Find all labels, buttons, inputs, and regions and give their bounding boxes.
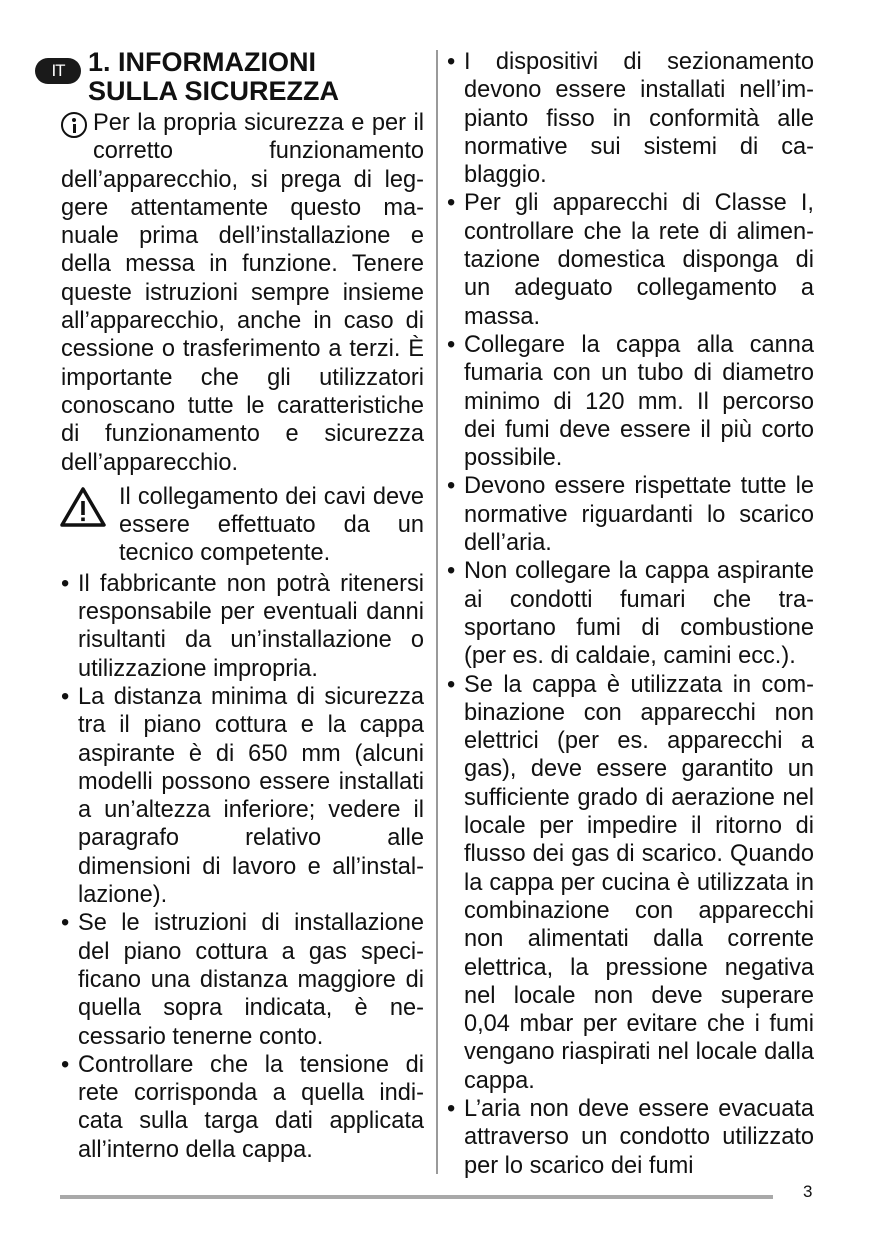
right-column (447, 48, 814, 1180)
list-item: • La distanza minima di sicurezza tra il piano cottura e la cappa aspirante è di 650 mm (alcuni modelli possono essere installati a un’altezza inferiore; vedere il paragrafo relativo alle dimensioni di lavoro e all’installazione). (61, 683, 424, 909)
heading-line-1: 1. INFORMAZIONI (88, 47, 316, 77)
list-item: • Se le istruzioni di installazione del piano cottura a gas specificano una distanza maggiore di quella sopra indicata, è necessario tenerne conto. (61, 909, 424, 1050)
intro-text: Per la propria sicurezza e per il corretto funzionamento dell’apparecchio, si prega di leggere attentamente questo manuale prima dell’installazione e della messa in funzione. Tenere queste istruzioni sempre insieme all’apparecchio, anche in caso di cessione o trasferimento a terzi. È importante che gli utilizzatori conoscano tutte le caratteristiche di funzionamento e sicurezza dell’apparecchio. (61, 110, 424, 476)
list-item: • Controllare che la tensione di rete corrisponda a quella indicata sulla targa dati applicata all’interno della cappa. (61, 1051, 424, 1164)
left-column (51, 47, 424, 1164)
page-number: 3 (803, 1182, 813, 1201)
info-icon (61, 112, 87, 138)
intro-paragraph (61, 109, 424, 477)
list-item: • I dispositivi di sezionamento devono essere installati nell’impianto fisso in conformità alle normative sui sistemi di cablaggio. (447, 48, 814, 189)
list-item: • Per gli apparecchi di Classe I, controllare che la rete di alimentazione domestica disponga di un adeguato collegamento a massa. (447, 189, 814, 330)
list-item: • Se la cappa è utilizzata in combinazione con apparecchi non elettrici (per es. apparecchi a gas), deve essere garantito un sufficiente grado di aerazione nel locale per impedire il ritorno di flusso dei gas di scarico. Quando la cappa per cucina è utilizzata in combinazione con apparecchi non alimentati dalla corrente elettrica, la pressione negativa nel locale non deve superare 0,04 mbar per evitare che i fumi vengano riaspirati nel locale dalla cappa. (447, 671, 814, 1095)
left-bullet-list (61, 570, 424, 1164)
language-badge: IT (35, 58, 81, 84)
warning-text: Il collegamento dei cavi deve essere effettuato da un tecnico competente. (119, 483, 424, 567)
list-item: • Non collegare la cappa aspirante ai condotti fumari che trasportano fumi di combustione (per es. di caldaie, camini ecc.). (447, 557, 814, 670)
right-bullet-list (447, 48, 814, 1180)
footer-rule (60, 1195, 773, 1199)
list-item: • Il fabbricante non potrà ritenersi responsabile per eventuali danni risultanti da un’installazione o utilizzazione impropria. (61, 570, 424, 683)
warning-icon (59, 486, 107, 528)
section-header (51, 47, 424, 106)
warning-note (61, 483, 424, 568)
section-heading (88, 48, 424, 106)
list-item: • L’aria non deve essere evacuata attraverso un condotto utilizzato per lo scarico dei fumi (447, 1095, 814, 1180)
column-divider (436, 50, 438, 1174)
list-item: • Collegare la cappa alla canna fumaria con un tubo di diametro minimo di 120 mm. Il percorso dei fumi deve essere il più corto possibile. (447, 331, 814, 472)
heading-line-2: SULLA SICUREZZA (88, 76, 339, 106)
list-item: • Devono essere rispettate tutte le normative riguardanti lo scarico dell’aria. (447, 472, 814, 557)
